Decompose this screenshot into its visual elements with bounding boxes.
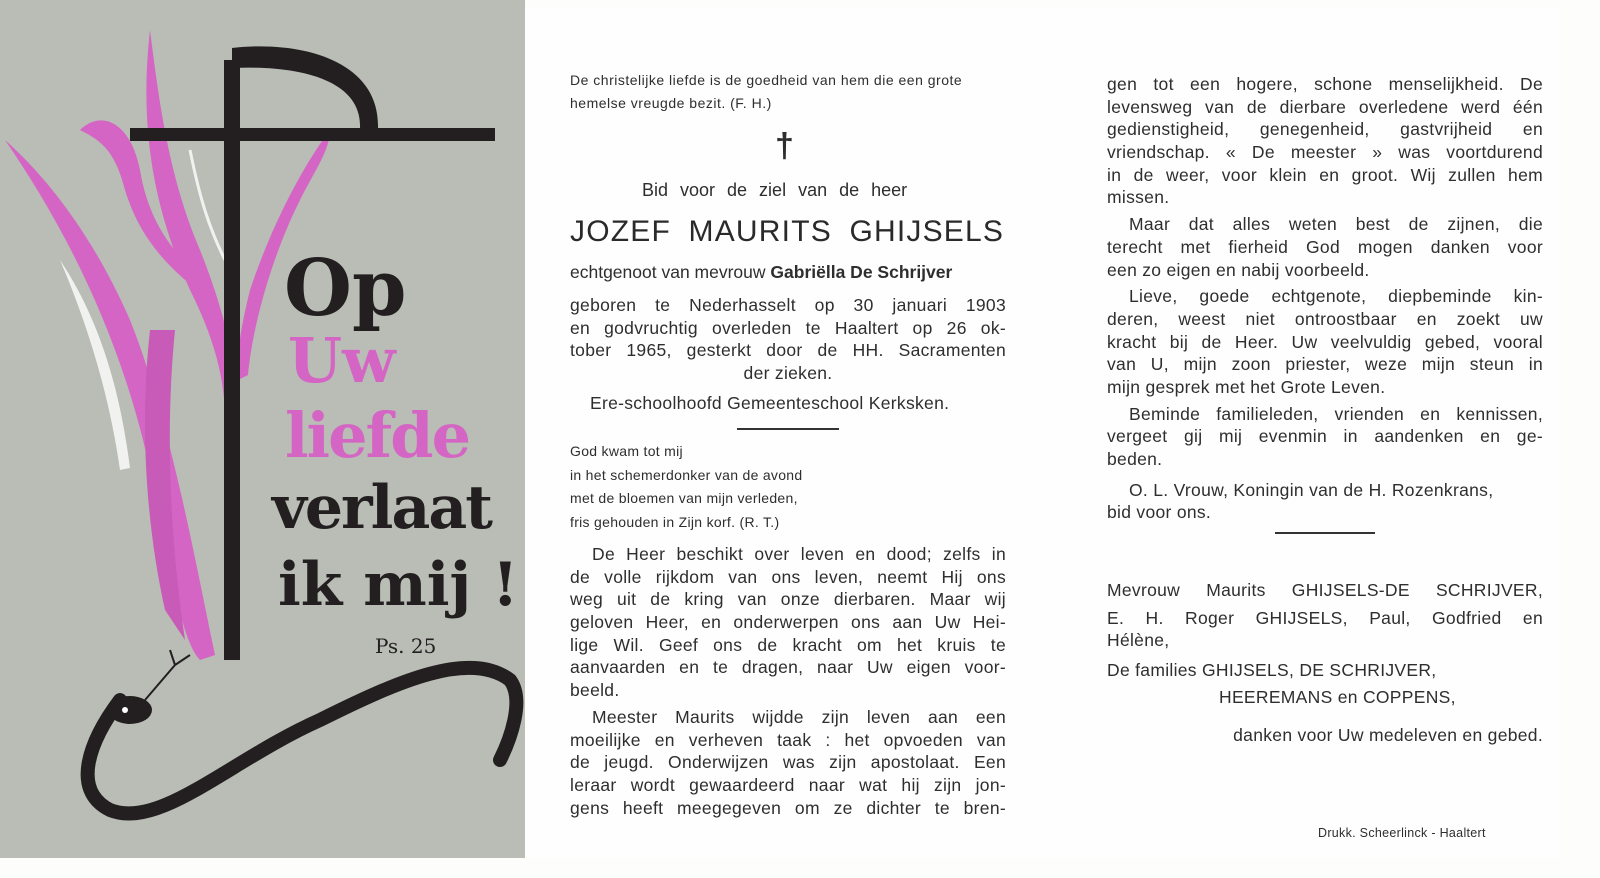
text-line: beeld. <box>570 680 620 701</box>
artwork-text-uw: Uw <box>288 324 396 397</box>
family-line: E. H. Roger GHIJSELS, Paul, Godfried en <box>1107 607 1543 628</box>
text-line: Lieve, goede echtgenote, diepbeminde kin- <box>1129 286 1543 307</box>
divider <box>737 428 839 430</box>
artwork-text-liefde: liefde <box>285 399 470 472</box>
text-line: vergeet gij mij evenmin in aandenken en ge- <box>1107 426 1543 447</box>
text-line: de jeugd. Onderwijzen was zijn apostolaat. Een <box>570 752 1006 773</box>
deceased-name: JOZEF MAURITS GHIJSELS <box>570 215 1005 248</box>
text-line: weg uit de kring van onze dierbaren. Maar wij <box>570 589 1006 610</box>
text-line: missen. <box>1107 187 1170 208</box>
spouse-prefix: echtgenoot van mevrouw <box>570 262 766 282</box>
artwork-text-op: Op <box>284 243 407 334</box>
text-line: deren, weest niet ontroostbaar en zoekt uw <box>1107 308 1543 329</box>
paragraph <box>570 706 1006 819</box>
poem-line: fris gehouden in Zijn korf. (R. T.) <box>570 513 780 530</box>
artwork-reference: Ps. 25 <box>375 634 437 658</box>
text-line: levensweg van de dierbare overledene werd één <box>1107 96 1543 117</box>
text-line: Meester Maurits wijdde zijn leven aan een <box>592 706 1006 727</box>
life-line: tober 1965, gesterkt door de HH. Sacramenten <box>570 340 1006 361</box>
life-line: der zieken. <box>743 363 833 384</box>
artwork-text-ik-mij: ik mij ! <box>278 550 519 620</box>
text-line: De Heer beschikt over leven en dood; zelfs in <box>592 544 1006 564</box>
artwork-text-verlaat: verlaat <box>272 473 491 543</box>
text-line: terecht met fierheid God mogen danken voor <box>1107 236 1543 257</box>
life-details <box>570 294 1006 385</box>
prayer-intro: Bid voor de ziel van de heer <box>642 180 908 200</box>
text-line: leraar wordt gewaardeerd naar wat hij zijn jon- <box>570 774 1006 795</box>
paragraph <box>1107 285 1543 398</box>
text-line: O. L. Vrouw, Koningin van de H. Rozenkrans, <box>1129 479 1494 500</box>
text-line: gens heeft meegegeven om ze dichter te bren- <box>570 797 1006 818</box>
paragraph <box>1107 213 1543 281</box>
family-line: Mevrouw Maurits GHIJSELS-DE SCHRIJVER, <box>1107 580 1543 600</box>
poem-line: God kwam tot mij <box>570 443 683 459</box>
text-line: vriendschap. « De meester » was voortdurend <box>1107 142 1543 163</box>
column2-text <box>1107 73 1543 528</box>
quote-line-1: De christelijke liefde is de goedheid van hem die een grote <box>570 72 963 88</box>
artwork-panel <box>0 0 525 858</box>
life-line: geboren te Nederhasselt op 30 januari 1903 <box>570 295 1006 315</box>
family-line: HEEREMANS en COPPENS, <box>1219 686 1456 707</box>
text-line: mijn gesprek met het Grote Leven. <box>1107 376 1386 397</box>
poem-line: met de bloemen van mijn verleden, <box>570 490 798 506</box>
text-line: geloven Heer, en onderwerpen ons aan Uw Hei- <box>570 612 1006 633</box>
paragraph <box>1107 73 1543 209</box>
text-line: gen tot een hogere, schone menselijkheid. De <box>1107 74 1543 94</box>
poem <box>570 440 803 534</box>
paragraph <box>1107 403 1543 471</box>
text-line: gedienstigheid, genegenheid, gastvrijheid en <box>1107 119 1543 140</box>
family-line: Hélène, <box>1107 630 1170 651</box>
text-line: aanvaarden en te dragen, naar Uw eigen voor- <box>570 657 1006 678</box>
text-line: Maar dat alles weten best de zijnen, die <box>1129 214 1543 235</box>
paragraph <box>570 543 1006 702</box>
poem-line: in het schemerdonker van de avond <box>570 466 803 483</box>
quote-line-2: hemelse vreugde bezit. (F. H.) <box>570 95 772 111</box>
spouse-name: Gabriëlla De Schrijver <box>770 262 953 282</box>
text-line: kracht bij de Heer. Uw veelvuldig gebed, vooral <box>1107 331 1543 352</box>
paragraph <box>1107 479 1543 524</box>
column1-text <box>570 543 1006 823</box>
text-line: beden. <box>1107 449 1163 469</box>
thanks-line: danken voor Uw medeleven en gebed. <box>1233 725 1543 746</box>
text-line: Beminde familieleden, vrienden en kennissen, <box>1129 403 1543 424</box>
family-line: De families GHIJSELS, DE SCHRIJVER, <box>1107 660 1437 681</box>
text-line: bid voor ons. <box>1107 502 1212 523</box>
life-line: en godvruchtig overleden te Haaltert op 26 ok- <box>570 317 1006 338</box>
title-line: Ere-schoolhoofd Gemeenteschool Kerksken. <box>590 393 950 413</box>
text-line: moeilijke en verheven taak : het opvoeden van <box>570 729 1006 750</box>
printer-credit: Drukk. Scheerlinck - Haaltert <box>1318 826 1486 840</box>
text-line: lige Wil. Geef ons de kracht om het kruis te <box>570 634 1006 655</box>
cross-icon: † <box>775 127 794 165</box>
text-line: van U, mijn zoon priester, weze mijn steun in <box>1107 354 1543 375</box>
text-line: in de weer, voor klein en groot. Wij zullen hem <box>1107 164 1543 185</box>
text-line: de volle rijkdom van ons leven, neemt Hij ons <box>570 566 1006 587</box>
spouse-line <box>570 262 952 283</box>
text-line: een zo eigen en nabij voorbeeld. <box>1107 259 1370 280</box>
family-block <box>1107 579 1543 747</box>
divider <box>1275 532 1375 534</box>
